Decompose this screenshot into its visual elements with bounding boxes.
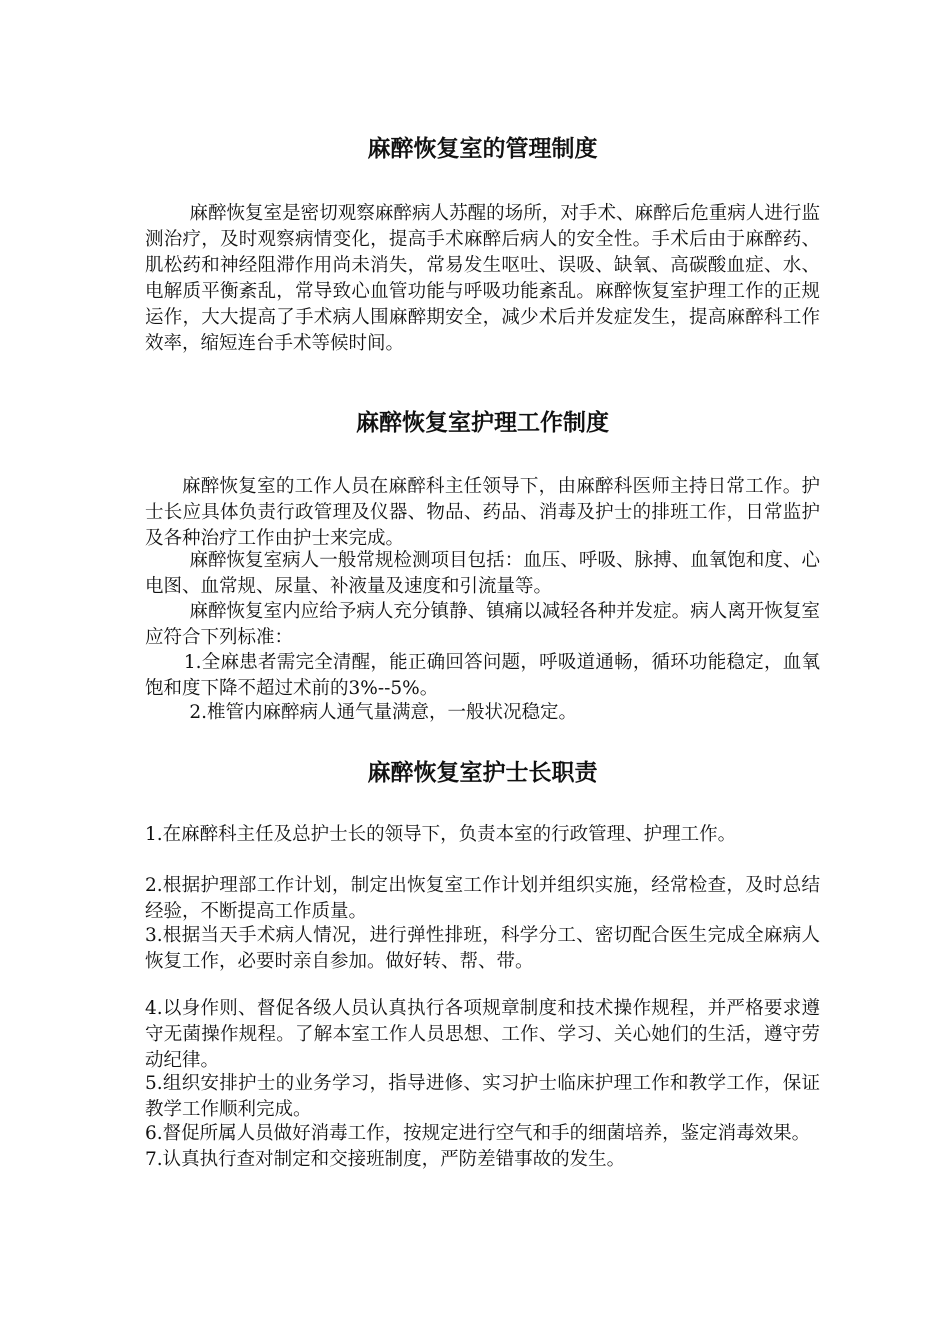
management-paragraph: 麻醉恢复室是密切观察麻醉病人苏醒的场所，对手术、麻醉后危重病人进行监测治疗，及时观察病情变化，提高手术麻醉后病人的安全性。手术后由于麻醉药、肌松药和神经阻滞作用尚未消失，常易发生呕吐、误吸、缺氧、高碳酸血症、水、电解质平衡紊乱，常导致心血管功能与呼吸功能紊乱。麻醉恢复室护理工作的正规运作，大大提高了手术病人围麻醉期安全，减少术后并发症发生，提高麻醉科工作效率，缩短连台手术等候时间。 [145,203,820,354]
nursing-work-paragraph-1: 麻醉恢复室的工作人员在麻醉科主任领导下，由麻醉科医师主持日常工作。护士长应具体负责行政管理及仪器、物品、药品、消毒及护士的排班工作，日常监护及各种治疗工作由护士来完成。 [145,476,820,549]
nursing-work-paragraph-3: 麻醉恢复室内应给予病人充分镇静、镇痛以减轻各种并发症。病人离开恢复室应符合下列标准： [145,601,820,648]
duty-item-7: 7.认真执行查对制定和交接班制度，严防差错事故的发生。 [145,1149,626,1170]
nursing-work-criterion-2: 2.椎管内麻醉病人通气量满意，一般状况稳定。 [189,702,578,723]
duty-item-1: 1.在麻醉科主任及总护士长的领导下，负责本室的行政管理、护理工作。 [145,824,737,845]
nursing-work-criterion-1: 1.全麻患者需完全清醒，能正确回答问题，呼吸道通畅，循环功能稳定，血氧饱和度下降不超过术前的3%--5%。 [145,652,820,699]
section-title-management: 麻醉恢复室的管理制度 [367,136,598,162]
duty-item-3: 3.根据当天手术病人情况，进行弹性排班，科学分工、密切配合医生完成全麻病人恢复工作，必要时亲自参加。做好转、帮、带。 [145,925,820,972]
duty-item-6: 6.督促所属人员做好消毒工作，按规定进行空气和手的细菌培养，鉴定消毒效果。 [145,1123,811,1144]
section-title-nursing-work: 麻醉恢复室护理工作制度 [356,410,609,436]
duty-item-4: 4.以身作则、督促各级人员认真执行各项规章制度和技术操作规程，并严格要求遵守无菌操作规程。了解本室工作人员思想、工作、学习、关心她们的生活，遵守劳动纪律。 [145,998,820,1071]
duty-item-5: 5.组织安排护士的业务学习，指导进修、实习护士临床护理工作和教学工作，保证教学工作顺利完成。 [145,1073,820,1120]
nursing-work-paragraph-2: 麻醉恢复室病人一般常规检测项目包括：血压、呼吸、脉搏、血氧饱和度、心电图、血常规、尿量、补液量及速度和引流量等。 [145,550,820,597]
duty-item-2: 2.根据护理部工作计划，制定出恢复室工作计划并组织实施，经常检查，及时总结经验，不断提高工作质量。 [145,875,820,922]
section-title-head-nurse-duties: 麻醉恢复室护士长职责 [367,760,598,786]
